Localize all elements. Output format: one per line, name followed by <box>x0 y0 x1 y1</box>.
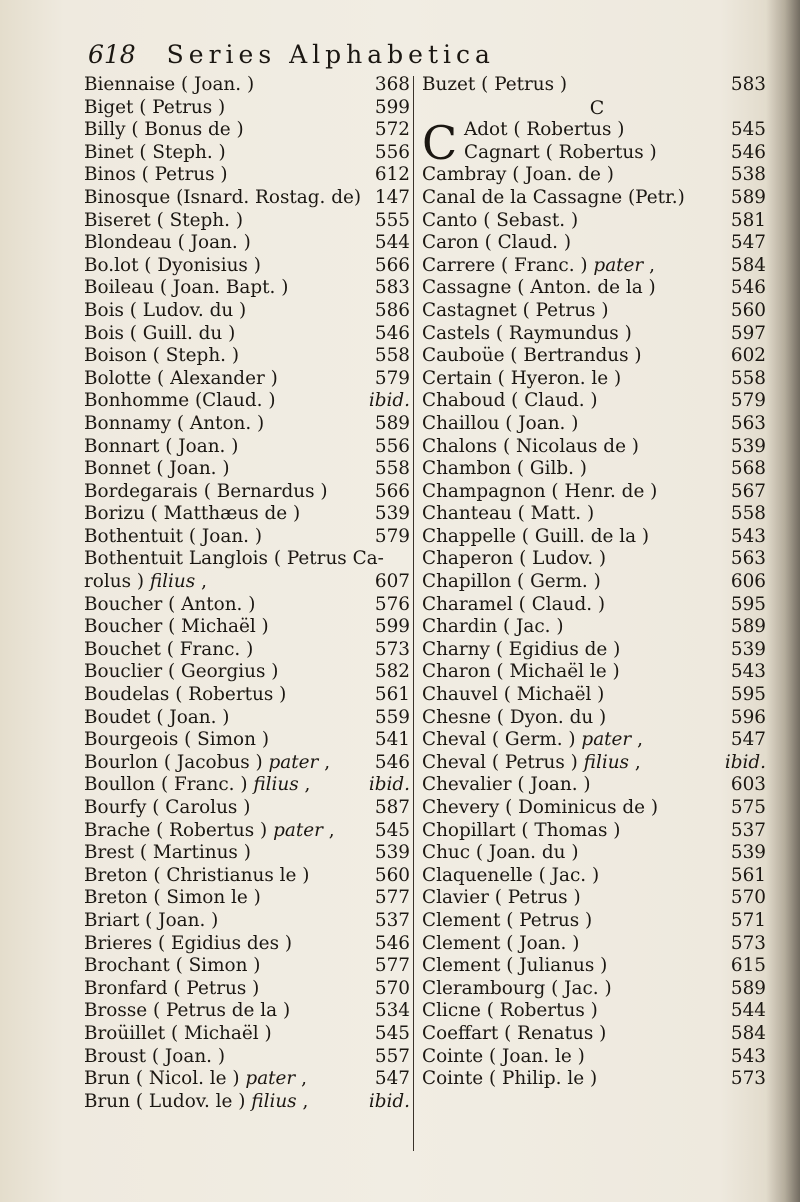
entry-name: Adot ( Robertus ) <box>464 119 625 141</box>
index-entry <box>84 187 410 210</box>
entry-page: 573 <box>730 932 766 954</box>
index-entry <box>422 210 772 233</box>
entry-page: 599 <box>374 96 410 118</box>
entry-name: Biseret ( Steph. ) <box>84 209 244 231</box>
index-entry <box>422 548 772 571</box>
entry-name: Bonnamy ( Anton. ) <box>84 412 265 434</box>
entry-name: Breton ( Christianus le ) <box>84 864 310 886</box>
entry-page: 539 <box>374 842 410 864</box>
index-entry <box>422 255 772 278</box>
entry-page: 538 <box>730 164 766 186</box>
entry-name: Brun ( Nicol. le ) pater , <box>84 1068 307 1090</box>
entry-name: Chevery ( Dominicus de ) <box>422 797 659 818</box>
entry-name: Boudet ( Joan. ) <box>84 706 230 728</box>
entry-name: Cointe ( Philip. le ) <box>422 1068 598 1090</box>
entry-page: ibid. <box>368 1090 410 1112</box>
entry-name: Clement ( Joan. ) <box>422 932 580 954</box>
entry-name: Binosque (Isnard. Rostag. de) <box>84 186 362 208</box>
entry-name: Boucher ( Anton. ) <box>84 593 256 615</box>
entry-name: Charamel ( Claud. ) <box>422 593 606 615</box>
entry-name: Bois ( Ludov. du ) <box>84 299 247 321</box>
entry-name: Certain ( Hyeron. le ) <box>422 367 622 389</box>
entry-page: 547 <box>374 1068 410 1090</box>
entry-name: Briart ( Joan. ) <box>84 909 219 931</box>
entry-name: Cassagne ( Anton. de la ) <box>422 277 656 299</box>
entry-name: Borizu ( Matthæus de ) <box>84 503 301 525</box>
entry-page: 576 <box>374 593 410 615</box>
entry-page: 587 <box>374 797 410 818</box>
index-entry <box>84 955 410 978</box>
entry-name: Brun ( Ludov. le ) filius , <box>84 1090 309 1112</box>
index-entry <box>84 1091 410 1114</box>
index-entry <box>422 1068 772 1091</box>
entry-page: 573 <box>730 1068 766 1090</box>
entry-page: 570 <box>374 977 410 999</box>
index-entry <box>84 684 410 707</box>
index-entry <box>84 774 410 797</box>
entry-page: 546 <box>730 277 766 299</box>
index-entry <box>422 187 772 210</box>
index-entry <box>84 503 410 526</box>
entry-name: Cointe ( Joan. le ) <box>422 1045 585 1067</box>
entry-name: Brest ( Martinus ) <box>84 842 251 864</box>
entry-page: 570 <box>730 887 766 909</box>
entry-page: 572 <box>374 119 410 141</box>
entry-page: ibid. <box>368 774 410 796</box>
index-entry <box>84 729 410 752</box>
entry-name: Bouclier ( Georgius ) <box>84 661 279 683</box>
entry-page: 581 <box>730 209 766 231</box>
entry-page: 559 <box>374 706 410 728</box>
entry-page: 558 <box>374 458 410 480</box>
entry-page: 597 <box>730 322 766 344</box>
entry-name: Chapillon ( Germ. ) <box>422 571 601 593</box>
index-entry <box>84 481 410 504</box>
entry-page: ibid. <box>368 390 410 412</box>
left-column <box>84 74 410 1113</box>
index-entry <box>422 345 772 368</box>
entry-page: 537 <box>730 819 766 841</box>
entry-page: 586 <box>374 299 410 321</box>
index-entry <box>422 887 772 910</box>
entry-name: Bouchet ( Franc. ) <box>84 638 254 660</box>
index-entry <box>422 436 772 459</box>
entry-name: Coeffart ( Renatus ) <box>422 1022 607 1044</box>
index-entry <box>422 571 772 594</box>
entry-name: Chuc ( Joan. du ) <box>422 842 579 864</box>
index-entry <box>422 978 772 1001</box>
entry-page: 566 <box>374 480 410 502</box>
index-entry <box>84 1046 410 1069</box>
index-entry <box>84 1068 410 1091</box>
index-entry <box>422 390 772 413</box>
index-entry <box>84 390 410 413</box>
entry-name: Cagnart ( Robertus ) <box>464 141 657 163</box>
entry-name: Brieres ( Egidius des ) <box>84 932 293 954</box>
entry-name: Blondeau ( Joan. ) <box>84 232 251 254</box>
entry-name: Bonnart ( Joan. ) <box>84 435 239 457</box>
index-entry <box>422 594 772 617</box>
index-entry <box>84 277 410 300</box>
entry-name: Boison ( Steph. ) <box>84 345 240 367</box>
index-entry <box>422 684 772 707</box>
entry-page: 571 <box>730 909 766 931</box>
drop-cap-c: C <box>422 116 458 171</box>
entry-name: Binos ( Petrus ) <box>84 164 228 186</box>
index-entry <box>422 707 772 730</box>
entry-name: Chaillou ( Joan. ) <box>422 412 579 434</box>
entry-page: 595 <box>730 593 766 615</box>
index-entry <box>422 955 772 978</box>
index-entry <box>84 842 410 865</box>
entry-name: Chauvel ( Michaël ) <box>422 684 605 706</box>
index-entry <box>422 729 772 752</box>
entry-name: Bothentuit Langlois ( Petrus Ca- <box>84 548 384 570</box>
index-entry <box>84 97 410 120</box>
entry-name: Cauboüe ( Bertrandus ) <box>422 345 642 367</box>
entry-name: Charon ( Michaël le ) <box>422 661 620 683</box>
index-entry <box>84 865 410 888</box>
entry-page: 539 <box>730 435 766 457</box>
entry-page: 547 <box>730 232 766 254</box>
entry-page: 546 <box>730 141 766 163</box>
entry-page: 563 <box>730 548 766 570</box>
index-entry <box>84 255 410 278</box>
entry-page: 544 <box>374 232 410 254</box>
entry-name: Bo.lot ( Dyonisius ) <box>84 254 261 276</box>
entry-name: Boileau ( Joan. Bapt. ) <box>84 277 289 299</box>
entry-page: 577 <box>374 887 410 909</box>
entry-page: 599 <box>374 616 410 638</box>
index-entry <box>422 910 772 933</box>
entry-name: Bronfard ( Petrus ) <box>84 977 260 999</box>
entry-name: Clerambourg ( Jac. ) <box>422 977 612 999</box>
right-column <box>422 74 772 1091</box>
index-entry <box>84 1023 410 1046</box>
entry-name: Broüillet ( Michaël ) <box>84 1022 272 1044</box>
index-entry <box>84 232 410 255</box>
entry-name: Brache ( Robertus ) pater , <box>84 819 335 841</box>
index-entry <box>422 616 772 639</box>
entry-page: 615 <box>730 955 766 977</box>
index-entry <box>84 300 410 323</box>
entry-name: Broust ( Joan. ) <box>84 1045 226 1067</box>
index-entry <box>84 413 410 436</box>
entry-page: 147 <box>374 186 410 208</box>
index-entry <box>84 661 410 684</box>
index-entry <box>84 210 410 233</box>
entry-name: Bois ( Guill. du ) <box>84 322 236 344</box>
section-letter: C <box>589 96 605 119</box>
entry-page: 584 <box>730 254 766 276</box>
index-entry <box>422 277 772 300</box>
index-entry <box>84 887 410 910</box>
page-header <box>88 40 608 70</box>
entry-name: Clicne ( Robertus ) <box>422 1000 598 1022</box>
entry-name: Bonhomme (Claud. ) <box>84 390 276 412</box>
entry-page: 556 <box>374 435 410 457</box>
entry-page: 555 <box>374 209 410 231</box>
entry-page: 545 <box>374 1022 410 1044</box>
entry-page: 541 <box>374 729 410 751</box>
entry-page: 534 <box>374 1000 410 1022</box>
entry-page: 579 <box>730 390 766 412</box>
entry-name: Billy ( Bonus de ) <box>84 119 244 141</box>
index-entry <box>422 752 772 775</box>
entry-name: Chappelle ( Guill. de la ) <box>422 525 650 547</box>
entry-name: Chalons ( Nicolaus de ) <box>422 435 639 457</box>
entry-page: 561 <box>374 684 410 706</box>
page-title: Series Alphabetica <box>166 40 495 69</box>
entry-name: Bothentuit ( Joan. ) <box>84 525 263 547</box>
index-entry <box>422 481 772 504</box>
entry-page: 539 <box>374 503 410 525</box>
index-entry <box>84 345 410 368</box>
entry-page: 560 <box>374 864 410 886</box>
index-entry <box>422 661 772 684</box>
entry-page: ibid. <box>724 751 766 773</box>
entry-name: Bourgeois ( Simon ) <box>84 729 269 751</box>
entry-page: 543 <box>730 525 766 547</box>
index-entry <box>422 74 772 97</box>
entry-page: 579 <box>374 367 410 389</box>
index-entry <box>422 323 772 346</box>
index-entry <box>84 933 410 956</box>
index-entry <box>422 1046 772 1069</box>
entry-name: Castels ( Raymundus ) <box>422 322 632 344</box>
index-entry <box>84 1000 410 1023</box>
index-entry <box>84 797 410 820</box>
entry-name: Carrere ( Franc. ) pater , <box>422 254 655 276</box>
entry-name: Bolotte ( Alexander ) <box>84 367 278 389</box>
index-entry <box>422 368 772 391</box>
entry-page: 561 <box>730 864 766 886</box>
index-entry <box>84 594 410 617</box>
index-entry <box>84 142 410 165</box>
entry-page: 557 <box>374 1045 410 1067</box>
entry-page: 546 <box>374 751 410 773</box>
entry-page: 558 <box>730 503 766 525</box>
entry-name: Cheval ( Petrus ) filius , <box>422 751 641 773</box>
entry-name: Brochant ( Simon ) <box>84 955 261 977</box>
column-divider <box>413 76 414 1151</box>
entry-page: 595 <box>730 684 766 706</box>
entry-page: 607 <box>374 571 410 593</box>
entry-page: 546 <box>374 932 410 954</box>
entry-page: 566 <box>374 254 410 276</box>
entry-page: 568 <box>730 458 766 480</box>
entry-name: Chanteau ( Matt. ) <box>422 503 595 525</box>
entry-name: Champagnon ( Henr. de ) <box>422 480 658 502</box>
entry-name: Canal de la Cassagne (Petr.) <box>422 186 685 208</box>
entry-page: 582 <box>374 661 410 683</box>
index-entry <box>422 503 772 526</box>
index-entry <box>84 616 410 639</box>
entry-name: Buzet ( Petrus ) <box>422 74 568 95</box>
entry-page: 589 <box>374 412 410 434</box>
entry-name: Brosse ( Petrus de la ) <box>84 1000 291 1022</box>
entry-name: Bourfy ( Carolus ) <box>84 797 251 818</box>
index-entry <box>422 232 772 255</box>
entry-name: Chevalier ( Joan. ) <box>422 774 591 796</box>
page-number: 618 <box>88 40 136 69</box>
index-entry <box>422 865 772 888</box>
entry-name: Claquenelle ( Jac. ) <box>422 864 600 886</box>
index-entry <box>422 820 772 843</box>
index-entry <box>84 368 410 391</box>
entry-page: 558 <box>730 367 766 389</box>
index-entry <box>422 842 772 865</box>
entry-name: Chesne ( Dyon. du ) <box>422 706 607 728</box>
index-entry <box>422 142 772 165</box>
index-entry <box>84 323 410 346</box>
entry-page: 545 <box>730 119 766 141</box>
entry-name: Caron ( Claud. ) <box>422 232 572 254</box>
index-entry <box>422 300 772 323</box>
entry-page: 589 <box>730 616 766 638</box>
entry-page: 603 <box>730 774 766 796</box>
entry-name: Bordegarais ( Bernardus ) <box>84 480 328 502</box>
entry-page: 544 <box>730 1000 766 1022</box>
entry-page: 612 <box>374 164 410 186</box>
entry-page: 579 <box>374 525 410 547</box>
index-entry <box>84 978 410 1001</box>
entry-page: 573 <box>374 638 410 660</box>
entry-page: 602 <box>730 345 766 367</box>
entry-name: Cambray ( Joan. de ) <box>422 164 614 186</box>
entry-page: 583 <box>730 74 766 95</box>
index-entry <box>84 119 410 142</box>
entry-page: 575 <box>730 797 766 818</box>
index-entry <box>422 413 772 436</box>
index-entry <box>422 1023 772 1046</box>
entry-name: Chambon ( Gilb. ) <box>422 458 587 480</box>
entry-page: 584 <box>730 1022 766 1044</box>
index-entry <box>84 74 410 97</box>
index-entry <box>84 526 410 549</box>
entry-page: 547 <box>730 729 766 751</box>
entry-name: Cheval ( Germ. ) pater , <box>422 729 643 751</box>
index-entry <box>84 752 410 775</box>
index-entry <box>84 707 410 730</box>
entry-page: 567 <box>730 480 766 502</box>
entry-page: 537 <box>374 909 410 931</box>
index-entry <box>422 933 772 956</box>
entry-name: Binet ( Steph. ) <box>84 141 226 163</box>
index-entry <box>84 571 410 594</box>
index-entry <box>84 910 410 933</box>
index-entry <box>84 436 410 459</box>
entry-name: Biennaise ( Joan. ) <box>84 74 255 95</box>
entry-page: 556 <box>374 141 410 163</box>
entry-name: Bourlon ( Jacobus ) pater , <box>84 751 331 773</box>
entry-page: 563 <box>730 412 766 434</box>
index-entry <box>422 458 772 481</box>
index-entry <box>422 1000 772 1023</box>
entry-name: Boudelas ( Robertus ) <box>84 684 287 706</box>
index-entry <box>422 774 772 797</box>
entry-page: 583 <box>374 277 410 299</box>
entry-page: 543 <box>730 1045 766 1067</box>
entry-page: 558 <box>374 345 410 367</box>
entry-name: Bonnet ( Joan. ) <box>84 458 230 480</box>
entry-name: Boucher ( Michaël ) <box>84 616 269 638</box>
index-entry <box>84 458 410 481</box>
entry-page: 589 <box>730 186 766 208</box>
entry-page: 577 <box>374 955 410 977</box>
entry-name: Chaperon ( Ludov. ) <box>422 548 607 570</box>
entry-name: rolus ) filius , <box>84 571 207 593</box>
entry-name: Clement ( Petrus ) <box>422 909 593 931</box>
index-entry <box>84 164 410 187</box>
entry-page: 539 <box>730 638 766 660</box>
index-entry <box>422 526 772 549</box>
index-entry <box>422 639 772 662</box>
entry-page: 589 <box>730 977 766 999</box>
entry-name: Breton ( Simon le ) <box>84 887 261 909</box>
entry-name: Charny ( Egidius de ) <box>422 638 621 660</box>
entry-page: 560 <box>730 299 766 321</box>
entry-page: 606 <box>730 571 766 593</box>
index-entry <box>84 639 410 662</box>
index-entry <box>84 548 410 571</box>
entry-name: Boullon ( Franc. ) filius , <box>84 774 311 796</box>
entry-name: Clement ( Julianus ) <box>422 955 608 977</box>
entry-name: Castagnet ( Petrus ) <box>422 299 609 321</box>
entry-name: Chardin ( Jac. ) <box>422 616 564 638</box>
entry-name: Chaboud ( Claud. ) <box>422 390 598 412</box>
index-entry <box>422 164 772 187</box>
entry-name: Canto ( Sebast. ) <box>422 209 579 231</box>
index-entry <box>422 797 772 820</box>
entry-page: 545 <box>374 819 410 841</box>
entry-name: Chopillart ( Thomas ) <box>422 819 621 841</box>
entry-page: 543 <box>730 661 766 683</box>
entry-page: 368 <box>374 74 410 95</box>
entry-name: Biget ( Petrus ) <box>84 96 226 118</box>
entry-page: 539 <box>730 842 766 864</box>
entry-page: 596 <box>730 706 766 728</box>
index-entry <box>84 820 410 843</box>
entry-name: Clavier ( Petrus ) <box>422 887 581 909</box>
entry-page: 546 <box>374 322 410 344</box>
